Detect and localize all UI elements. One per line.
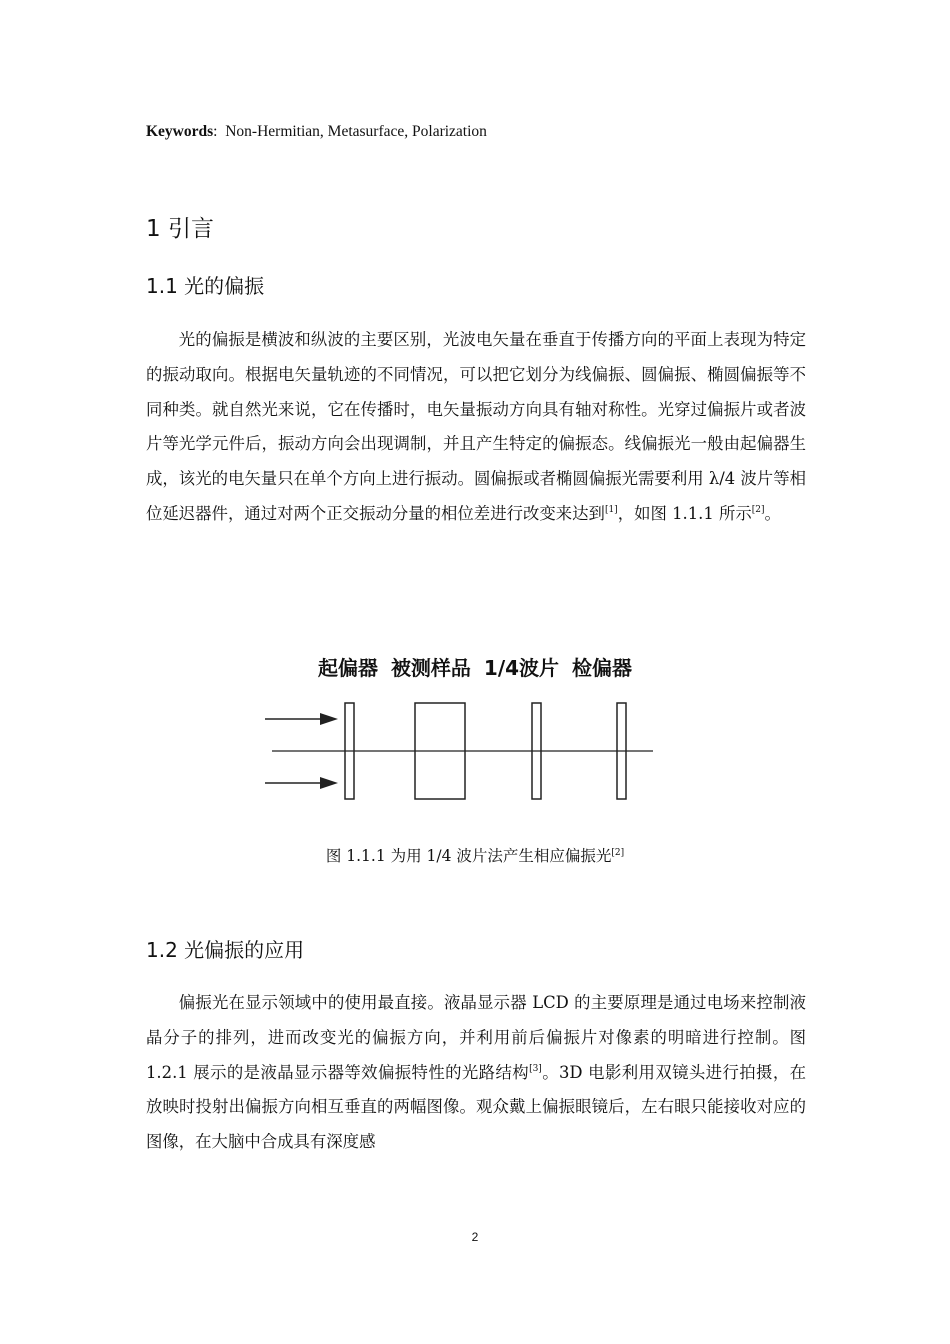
- keywords-text: Non-Hermitian, Metasurface, Polarization: [225, 123, 487, 140]
- section-title: 引言: [167, 216, 214, 242]
- paragraph-applications: [146, 986, 806, 1160]
- citation-ref[interactable]: [1]: [604, 504, 618, 515]
- subsection-number: 1.1: [146, 274, 178, 298]
- section-heading-1: [146, 210, 214, 243]
- paragraph-text: 。: [764, 503, 781, 523]
- caption-text: 图 1.1.1 为用 1/4 波片法产生相应偏振光: [325, 847, 612, 865]
- incident-arrow-top: [265, 713, 338, 725]
- paragraph-text: 。3D 电影利用双镜头进行拍摄，在放映时投射出偏振方向相互垂直的两幅图像。观众戴上偏振眼镜后，左右眼只能接收对应的图像，在大脑中合成具有深度感: [146, 1062, 807, 1152]
- figure-label-row: [0, 652, 950, 681]
- subsection-heading-1-2: [146, 934, 304, 963]
- figure-label-analyzer: 检偏器: [572, 656, 633, 680]
- keywords-separator: :: [213, 123, 218, 140]
- section-number: 1: [146, 216, 161, 242]
- keywords-line: [146, 123, 487, 141]
- figure-label-sample: 被测样品: [390, 656, 471, 680]
- citation-ref[interactable]: [2]: [751, 504, 765, 515]
- subsection-title: 光偏振的应用: [184, 938, 305, 962]
- paragraph-text: ，如图 1.1.1 所示: [617, 503, 752, 523]
- paragraph-text: 光的偏振是横波和纵波的主要区别，光波电矢量在垂直于传播方向的平面上表现为特定的振动取向。根据电矢量轨迹的不同情况，可以把它划分为线偏振、圆偏振、椭圆偏振等不同种类。就自然光来说，它在传播时，电矢量振动方向具有轴对称性。光穿过偏振片或者波片等光学元件后，振动方向会出现调制，并且产生特定的偏振态。线偏振光一般由起偏器生成，该光的电矢量只在单个方向上进行振动。圆偏振或者椭圆偏振光需要利用 λ/4 波片等相位延迟器件，通过对两个正交振动分量的相位差进行改变来达到: [146, 330, 806, 523]
- figure-label-polarizer: 起偏器: [317, 656, 378, 680]
- subsection-heading-1-1: [146, 270, 264, 299]
- keywords-label: Keywords: [146, 123, 214, 140]
- paragraph-polarization: [146, 323, 806, 532]
- incident-arrow-bottom: [265, 777, 338, 789]
- figure-caption: [0, 844, 950, 866]
- optical-path-diagram: [0, 690, 950, 810]
- citation-ref[interactable]: [2]: [611, 848, 625, 858]
- subsection-title: 光的偏振: [184, 274, 265, 298]
- paragraph-text: 偏振光在显示领域中的使用最直接。液晶显示器 LCD 的主要原理是通过电场来控制液晶分子的排列，进而改变光的偏振方向，并利用前后偏振片对像素的明暗进行控制。图 1.2.1 展示的是液晶显示器等效偏振特性的光路结构: [146, 993, 806, 1082]
- citation-ref[interactable]: [3]: [529, 1063, 542, 1074]
- page-number: 2: [471, 1230, 479, 1244]
- subsection-number: 1.2: [146, 938, 178, 962]
- figure-label-quarter-wave-plate: 1/4波片: [483, 656, 560, 680]
